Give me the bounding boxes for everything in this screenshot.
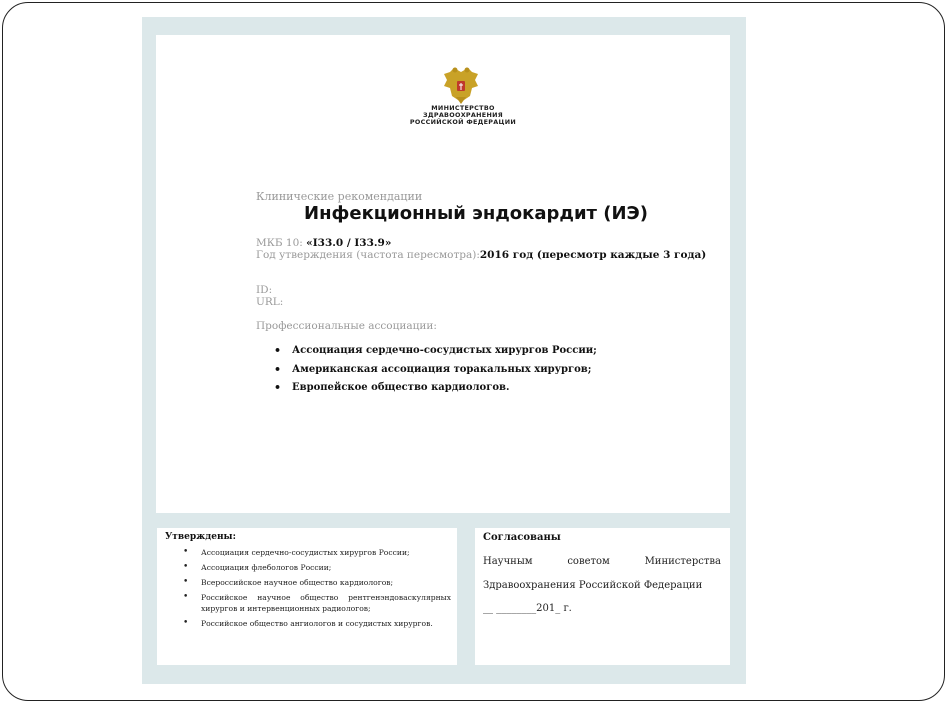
mkb-value: «I33.0 / I33.9»	[306, 237, 392, 249]
agreed-title: Согласованы	[483, 532, 561, 543]
year-label: Год утверждения (частота пересмотра):	[256, 249, 480, 261]
agreed-line-1	[483, 556, 721, 567]
mkb-label: МКБ 10:	[256, 237, 307, 249]
year-row	[256, 249, 706, 261]
agreed-date: __ ________201_ г.	[483, 603, 572, 614]
mkb-row	[256, 237, 391, 249]
associations-label: Профессиональные ассоциации:	[256, 320, 437, 332]
list-item: • Ассоциация флебологов России;	[176, 562, 451, 573]
list-item: • Ассоциация сердечно-сосудистых хирургов России;	[176, 547, 451, 558]
document-kind: Клинические рекомендации	[256, 190, 423, 203]
ministry-line-3: РОССИЙСКОЙ ФЕДЕРАЦИИ	[409, 118, 517, 126]
ministry-line-1: МИНИСТЕРСТВО	[431, 104, 495, 112]
url-label: URL:	[256, 296, 284, 308]
list-item: • Ассоциация сердечно-сосудистых хирургов России;	[272, 345, 597, 364]
year-value: 2016 год (пересмотр каждые 3 года)	[479, 249, 707, 261]
id-label: ID:	[256, 284, 273, 296]
coat-of-arms-icon	[442, 66, 480, 106]
associations-list	[272, 345, 597, 401]
document-title: Инфекционный эндокардит (ИЭ)	[304, 203, 648, 224]
agreed-word-1: Научным	[483, 556, 533, 567]
ministry-line-2: ЗДРАВООХРАНЕНИЯ	[423, 111, 503, 119]
list-item: • Российское научное общество рентгенэндоваскулярных хирургов и интервенционных радиологов;	[176, 592, 451, 614]
list-item: • Всероссийское научное общество кардиологов;	[176, 577, 451, 588]
agreed-line-2: Здравоохранения Российской Федерации	[483, 580, 703, 591]
list-item: • Европейское общество кардиологов.	[272, 382, 597, 401]
agreed-panel	[475, 528, 730, 665]
approved-title: Утверждены:	[165, 532, 236, 542]
agreed-word-2: советом	[567, 556, 610, 567]
list-item: • Российское общество ангиологов и сосудистых хирургов.	[176, 618, 451, 629]
ministry-caption	[400, 105, 526, 126]
agreed-word-3: Министерства	[644, 556, 721, 567]
approved-list	[176, 547, 451, 633]
list-item: • Американская ассоциация торакальных хирургов;	[272, 364, 597, 383]
